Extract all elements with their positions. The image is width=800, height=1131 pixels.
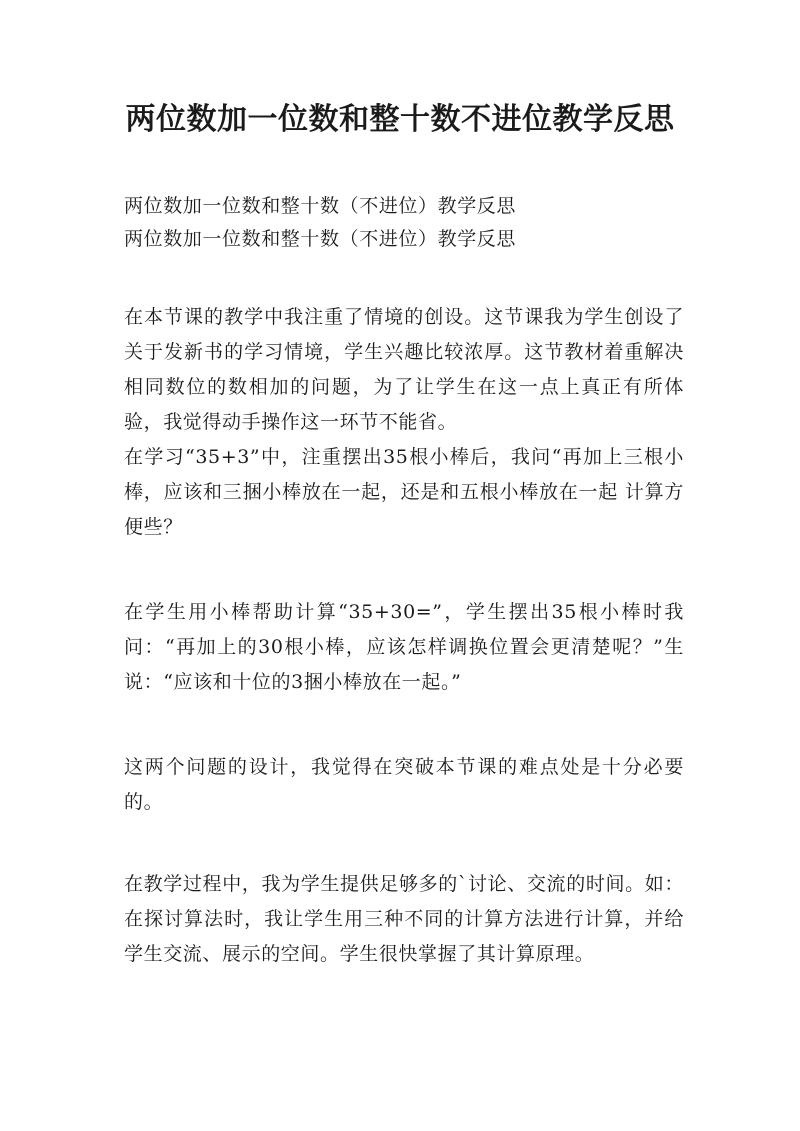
subtitle-block (124, 190, 684, 256)
subtitle-line: 两位数加一位数和整十数（不进位）教学反思 (124, 228, 517, 250)
paragraph-stick-calculation: 在学生用小棒帮助计算“35+30=”，学生摆出35根小棒时我问：“再加上的30根小棒，应该怎样调换位置会更清楚呢？”生说：“应该和十位的3捆小棒放在一起。” (124, 601, 684, 693)
paragraph-segment: 在本节课的教学中我注重了情境的创设。这节课我为学生创设了关于发新书的学习情境，学生兴趣比较浓厚。这节教材着重解决相同数位的数相加的问题，为了让学生在这一点上真正有所体验，我觉得动手操作这一环节不能省。 (124, 306, 684, 433)
paragraph-segment: 在学习“35+3”中，注重摆出35根小棒后，我问“再加上三根小棒，应该和三捆小棒放在一起，还是和五根小棒放在一起 计算方便些？ (124, 446, 684, 538)
subtitle-line: 两位数加一位数和整十数（不进位）教学反思 (124, 195, 517, 217)
paragraph-question-design: 这两个问题的设计，我觉得在突破本节课的难点处是十分必要的。 (124, 756, 684, 813)
document-title: 两位数加一位数和整十数不进位教学反思 (125, 102, 675, 137)
paragraph-discussion-time: 在教学过程中，我为学生提供足够多的`讨论、交流的时间。如：在探讨算法时，我让学生用三种不同的计算方法进行计算，并给学生交流、展示的空间。学生很快掌握了其计算原理。 (124, 873, 684, 965)
paragraph-situation-design (124, 300, 684, 545)
